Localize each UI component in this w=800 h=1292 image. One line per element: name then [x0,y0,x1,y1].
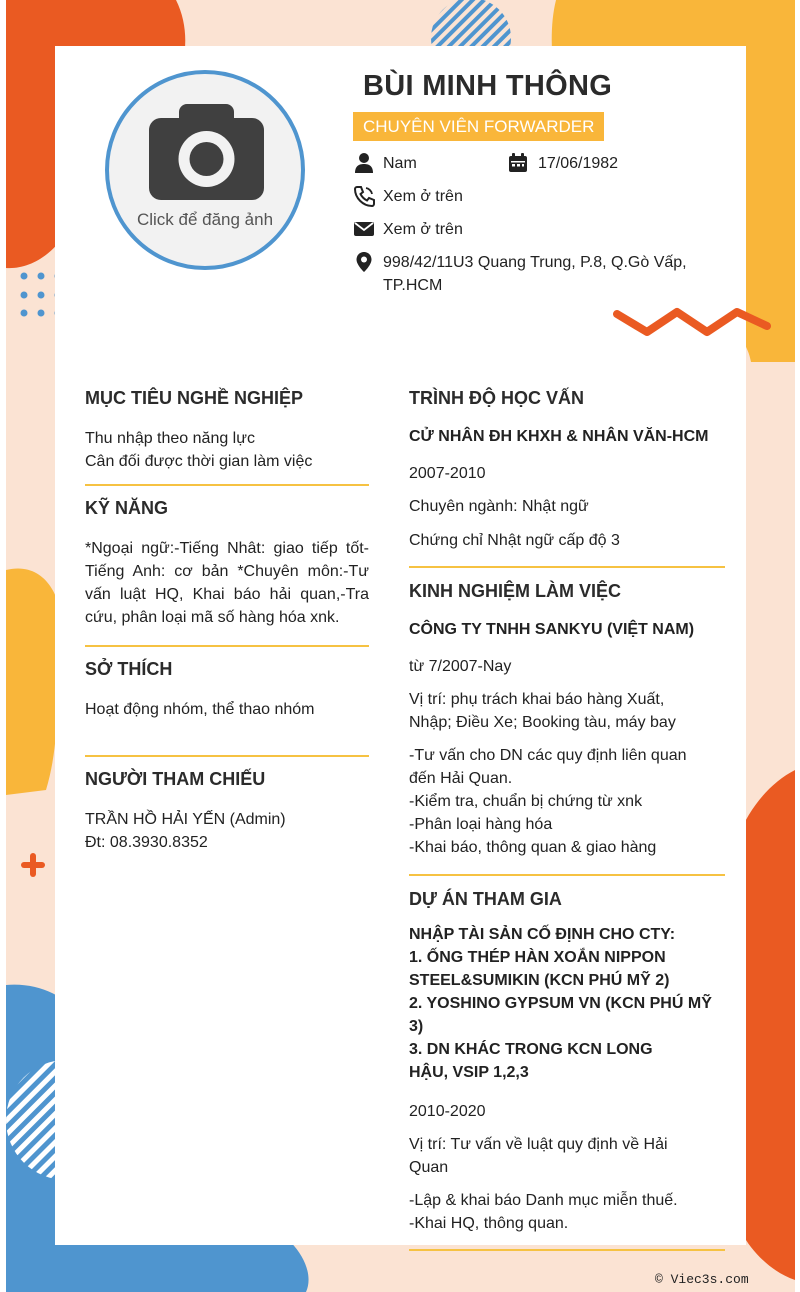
projects-period: 2010-2020 [409,1103,486,1120]
projects-title: DỰ ÁN THAM GIA [409,889,562,909]
projects-role-line-1: Vị trí: Tư vấn về luật quy định về Hải [409,1136,668,1153]
reference-name: TRẦN HỒ HẢI YẾN (Admin) [85,811,286,828]
hobbies-title: SỞ THÍCH [85,659,173,679]
projects-duties [409,1189,678,1235]
skills-title: KỸ NĂNG [85,498,169,518]
experience-duty: -Kiểm tra, chuẩn bị chứng từ xnk [409,793,643,810]
projects-duty: -Khai HQ, thông quan. [409,1215,569,1232]
camera-icon [149,102,264,200]
experience-role [409,688,676,734]
projects-description [409,923,712,1084]
location-pin-icon [353,251,375,273]
phone-icon [353,185,375,207]
education-certificate: Chứng chỉ Nhật ngữ cấp độ 3 [409,532,620,549]
objective-line-2: Cân đối được thời gian làm việc [85,453,313,470]
experience-duty: đến Hải Quan. [409,770,513,787]
gender: Nam [383,155,417,172]
skills-line-2: Tiếng Anh: cơ bản *Chuyên môn:-Tư [85,563,369,580]
experience-period: từ 7/2007-Nay [409,658,512,675]
projects-role [409,1133,668,1179]
project-line: 2. YOSHINO GYPSUM VN (KCN PHÚ MỸ [409,995,712,1012]
project-line: NHẬP TÀI SẢN CỐ ĐỊNH CHO CTY: [409,926,676,943]
skills-line-1: *Ngoại ngữ:-Tiếng Nhât: giao tiếp tốt- [85,540,369,557]
experience-company: CÔNG TY TNHH SANKYU (VIỆT NAM) [409,621,695,638]
references-title: NGƯỜI THAM CHIẾU [85,769,266,789]
project-line: HẬU, VSIP 1,2,3 [409,1064,529,1081]
experience-role-line-2: Nhập; Điều Xe; Booking tàu, máy bay [409,714,676,731]
zigzag-decoration [612,304,772,340]
experience-duty: -Phân loại hàng hóa [409,816,553,833]
skills-text [85,537,369,629]
education-school: CỬ NHÂN ĐH KHXH & NHÂN VĂN-HCM [409,428,709,445]
birthday: 17/06/1982 [538,155,619,172]
person-icon [353,152,375,174]
project-line: STEEL&SUMIKIN (KCN PHÚ MỸ 2) [409,972,670,989]
section-divider [409,566,725,568]
experience-role-line-1: Vị trí: phụ trách khai báo hàng Xuất, [409,691,665,708]
section-divider [85,484,369,486]
objective-title: MỤC TIÊU NGHỀ NGHIỆP [85,388,304,408]
email-address: Xem ở trên [383,221,463,238]
address-line-1: 998/42/11U3 Quang Trung, P.8, Q.Gò Vấp, [383,254,687,271]
address [383,251,687,297]
plus-decoration [20,852,46,878]
experience-duties [409,744,687,859]
education-major: Chuyên ngành: Nhật ngữ [409,498,589,515]
project-line: 1. ỐNG THÉP HÀN XOẮN NIPPON [409,949,666,966]
experience-title: KINH NGHIỆM LÀM VIỆC [409,581,622,601]
reference-phone: Đt: 08.3930.8352 [85,834,208,851]
objective-line-1: Thu nhập theo năng lực [85,430,255,447]
references-text [85,808,286,854]
avatar-upload[interactable] [105,70,305,270]
section-divider [409,1249,725,1251]
projects-role-line-2: Quan [409,1159,449,1176]
hobbies-text: Hoạt động nhóm, thể thao nhóm [85,701,315,718]
section-divider [85,645,369,647]
experience-duty: -Tư vấn cho DN các quy định liên quan [409,747,687,764]
education-period: 2007-2010 [409,465,486,482]
avatar-upload-label: Click để đăng ảnh [136,210,274,229]
position-badge: CHUYÊN VIÊN FORWARDER [353,112,604,141]
candidate-name: BÙI MINH THÔNG [363,70,613,102]
phone-number: Xem ở trên [383,188,463,205]
address-line-2: TP.HCM [383,277,443,294]
section-divider [85,755,369,757]
skills-line-4: cứu, phân loại mã số hàng hóa xnk. [85,609,340,626]
project-line: 3) [409,1018,424,1035]
experience-duty: -Khai báo, thông quan & giao hàng [409,839,657,856]
projects-duty: -Lập & khai báo Danh mục miễn thuế. [409,1192,678,1209]
education-title: TRÌNH ĐỘ HỌC VẤN [409,388,584,408]
footer-credit: © Viec3s.com [655,1272,749,1287]
project-line: 3. DN KHÁC TRONG KCN LONG [409,1041,653,1058]
objective-text [85,427,312,473]
email-icon [353,218,375,240]
skills-line-3: vấn luật HQ, Khai báo hải quan,-Tra [85,586,369,603]
section-divider [409,874,725,876]
calendar-icon [507,152,529,174]
